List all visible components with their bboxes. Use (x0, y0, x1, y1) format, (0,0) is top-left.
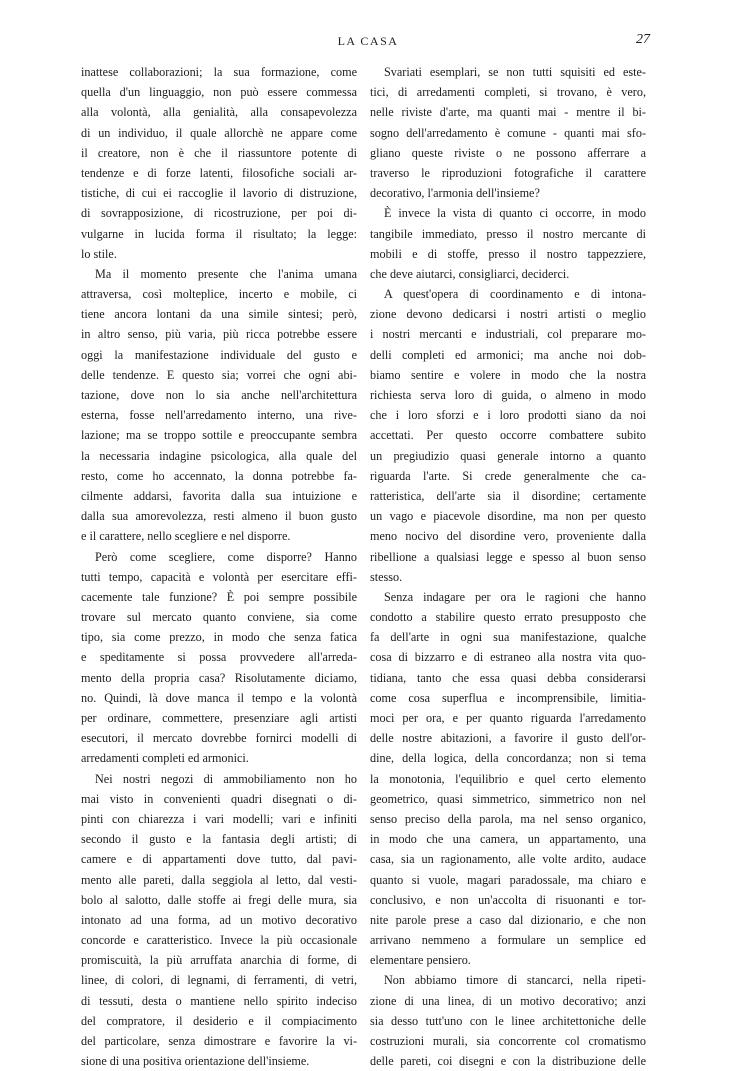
text-line: delli completi ed armonici; ma anche noi dob- (370, 347, 646, 362)
text-line: esecutori, il mercato dovrebbe fornirci modelli di (81, 731, 357, 746)
text-line: la necessaria indagine psicologica, alla quale del (81, 448, 357, 463)
text-line: resto, come ho accennato, la donna potrebbe fa- (81, 468, 357, 483)
text-line: dalla sua amorevolezza, resti almeno il buon gusto (81, 509, 357, 524)
text-line: accettati. Per questo occorre combattere subito (370, 428, 646, 443)
text-line: tistiche, di cui ei raccoglie il lavorio di distruzione, (81, 186, 357, 201)
text-line: inattese collaborazioni; la sua formazione, come (81, 65, 357, 79)
text-line: il creatore, non è che il riassuntore potente di (81, 145, 357, 160)
text-line: concorde e caratteristico. Invece la più occasionale (81, 933, 357, 948)
text-line: la monotonia, l'equilibrio e quel certo elemento (370, 771, 646, 786)
text-line: biamo sentire e volere in modo che la nostra (370, 367, 646, 382)
text-line: riguarda l'arte. Si crede generalmente che ca- (370, 468, 646, 483)
text-line: del compratore, il desiderio e il compiacimento (81, 1013, 357, 1028)
text-line: trovare sul mercato quanto conviene, sia come (81, 610, 357, 625)
text-line: cosa di bizzarro e di estraneo alla nostra vita quo- (370, 650, 646, 665)
text-line: lazione; ma se troppo sottile e preoccupante sembra (81, 428, 357, 443)
text-line: alla volontà, alla genialità, alla consapevolezza (81, 105, 357, 120)
running-title: LA CASA (337, 34, 399, 48)
text-line: camere e di appartamenti dove tutto, dal pavi- (81, 852, 357, 867)
text-line: meno nocivo del disordine vero, proveniente dalla (370, 529, 646, 544)
text-line: per ordinare, commettere, presenziare agli artisti (81, 711, 357, 725)
text-line: stesso. (370, 569, 403, 584)
text-line: mai visto in convenienti quadri disegnati o di- (81, 791, 357, 806)
text-line: mento alle pareti, dalla seggiola al letto, dal vesti- (81, 872, 357, 887)
text-line: di sovrapposizione, di ricostruzione, per poi di- (81, 206, 357, 221)
text-line: È invece la vista di quanto ci occorre, in modo (384, 206, 646, 221)
text-line: esterna, fosse nell'arredamento interno, una rive- (81, 408, 357, 423)
text-line: tutti tempo, capacità e volontà per esercitare effi- (81, 569, 357, 584)
text-line: nelle riviste d'arte, ma quanti mai - mentre il bi- (370, 105, 646, 120)
text-line: sogno dell'arredamento è comune - quanti mai sfo- (370, 125, 646, 140)
text-line: come cosa superflua e incomprensibile, limitia- (370, 690, 646, 705)
text-line: quella d'un linguaggio, non può essere commessa (81, 85, 357, 100)
text-line: delle tendenze. E questo sia; vorrei che ogni abi- (81, 367, 357, 382)
text-line: casa, sia un ragionamento, alle volte ardito, audace (370, 852, 646, 867)
text-line: in modo che una camera, un appartamento, una (370, 832, 646, 847)
text-line: delle pareti, coi disegni e con la distribuzione delle (370, 1054, 646, 1069)
text-line: di tessuti, desta o mantiene nello spirito indeciso (81, 993, 357, 1008)
text-line: Svariati esemplari, se non tutti squisiti ed este- (384, 65, 646, 79)
text-line: che i loro sforzi e i loro prodotti siano da noi (370, 408, 646, 423)
text-line: i nostri mercanti e industriali, col preparare mo- (370, 327, 646, 342)
text-line: pinti con chiarezza i vari modelli; vari e infiniti (81, 811, 357, 826)
text-line: Non abbiamo timore di stancarci, nella ripeti- (384, 973, 646, 988)
text-line: Senza indagare per ora le ragioni che hanno (384, 589, 646, 604)
text-line: oggi la manifestazione individuale del gusto e (81, 347, 357, 362)
text-line: e speditamente si possa provvedere all'arreda- (81, 650, 357, 665)
text-line: moci per ora, e per quanto riguarda l'arredamento (370, 711, 646, 725)
text-line: A quest'opera di coordinamento e di intona- (384, 287, 646, 302)
text-line: tazione, dove non lo sia anche nell'architettura (81, 388, 357, 402)
text-line: di un individuo, il quale allorchè ne appare come (81, 125, 357, 140)
text-line: no. Quindi, là dove manca il tempo e la volontà (81, 690, 357, 705)
text-line: lo stile. (81, 246, 117, 261)
text-line: secondo il gusto e la fantasia degli artisti; di (81, 832, 357, 847)
text-line: linee, di colori, di legnami, di ferramenti, di vetri, (81, 973, 357, 988)
text-line: Nei nostri negozi di ammobiliamento non ho (95, 771, 357, 786)
text-line: tangibile immediato, presso il nostro mercante di (370, 226, 646, 241)
text-line: cacemente tale funzione? È poi sempre possibile (81, 589, 357, 604)
text-line: intonato ad una forma, ad un motivo decorativo (81, 912, 357, 927)
text-line: ribellione a qualsiasi legge e spesso al buon senso (370, 549, 646, 564)
text-line: delle nostre abitazioni, a favorire il gusto dell'or- (370, 731, 646, 746)
left-column (81, 62, 357, 1071)
text-line: costruzioni murali, sia concorrente col cromatismo (370, 1034, 646, 1048)
text-line: gliano queste riviste o ne possono afferrare a (370, 145, 646, 160)
text-line: e il carattere, nello scegliere e nel disporre. (81, 529, 291, 544)
text-line: promiscuità, la più arruffata anarchia di forme, di (81, 953, 357, 968)
text-line: tipo, sia come prezzo, in modo che senza fatica (81, 630, 357, 645)
text-line: tidiana, tanto che essa quasi debba considerarsi (370, 670, 646, 685)
text-line: quanto si vuole, magari paradossale, ma chiaro e (370, 872, 646, 887)
text-line: tendenze e di forze latenti, filosofiche sociali ar- (81, 165, 357, 180)
text-line: tiene ancora lontani da una simile sintesi; però, (81, 307, 357, 322)
text-line: conclusivo, e non un'accolta di risuonanti e tor- (370, 892, 646, 907)
text-line: traverso le riproduzioni fotografiche il carattere (370, 165, 646, 180)
text-line: arredamenti completi ed armonici. (81, 751, 249, 766)
text-line: sione di una positiva orientazione dell'insieme. (81, 1054, 310, 1069)
right-column (370, 62, 646, 1071)
text-line: arrivano nemmeno a formulare un semplice ed (370, 933, 646, 948)
text-line: elementare pensiero. (370, 953, 471, 968)
text-line: geometrico, quasi simmetrico, simmetrico non nel (370, 791, 646, 806)
text-line: sia desso tutt'uno con le linee architettoniche delle (370, 1013, 646, 1028)
text-line: vulgarne in lucida forma il risultato; la legge: (81, 226, 357, 241)
text-line: decorativo, l'armonia dell'insieme? (370, 186, 540, 201)
text-line: zione di una linea, di un motivo decorativo; anzi (370, 993, 646, 1008)
text-line: zione devono dedicarsi i nostri artisti o meglio (370, 307, 646, 322)
text-line: nite parole prese a caso dal dizionario, e che non (370, 912, 646, 927)
text-line: del particolare, senza dimostrare e favorire la vi- (81, 1034, 357, 1048)
text-line: Ma il momento presente che l'anima umana (95, 266, 357, 281)
text-line: fa dell'arte in ogni sua manifestazione, qualche (370, 630, 646, 645)
page-header (0, 32, 736, 54)
text-line: un pregiudizio quasi generale intorno a quanto (370, 448, 646, 463)
text-line: bolo al salotto, dalle stoffe ai fregi delle mura, sia (81, 892, 357, 907)
text-line: tici, di arredamenti completi, si trovano, è vero, (370, 85, 646, 100)
page-number: 27 (636, 32, 650, 47)
text-line: richiesta serva loro di guida, o almeno in modo (370, 388, 646, 402)
text-line: cilmente addarsi, favorita dalla sua intuizione e (81, 488, 357, 503)
text-line: Però come scegliere, come disporre? Hanno (95, 549, 357, 564)
text-line: senso preciso della parola, ma nel senso organico, (370, 811, 646, 826)
text-line: un vago e piacevole disordine, ma non per questo (370, 509, 646, 524)
text-line: condotto a stabilire questo errato presupposto che (370, 610, 646, 625)
text-line: dine, della logica, della concordanza; non si tema (370, 751, 646, 766)
text-line: mobili e di stoffe, presso il nostro tappezziere, (370, 246, 646, 261)
text-line: in altro senso, più varia, più ricca potrebbe essere (81, 327, 357, 342)
text-line: mento della propria casa? Risolutamente diciamo, (81, 670, 357, 685)
text-line: attraversa, così molteplice, incerto e mobile, ci (81, 287, 357, 302)
text-line: che deve aiutarci, consigliarci, deciderci. (370, 266, 570, 281)
text-line: ratteristica, dell'arte sia il disordine; certamente (370, 488, 646, 503)
